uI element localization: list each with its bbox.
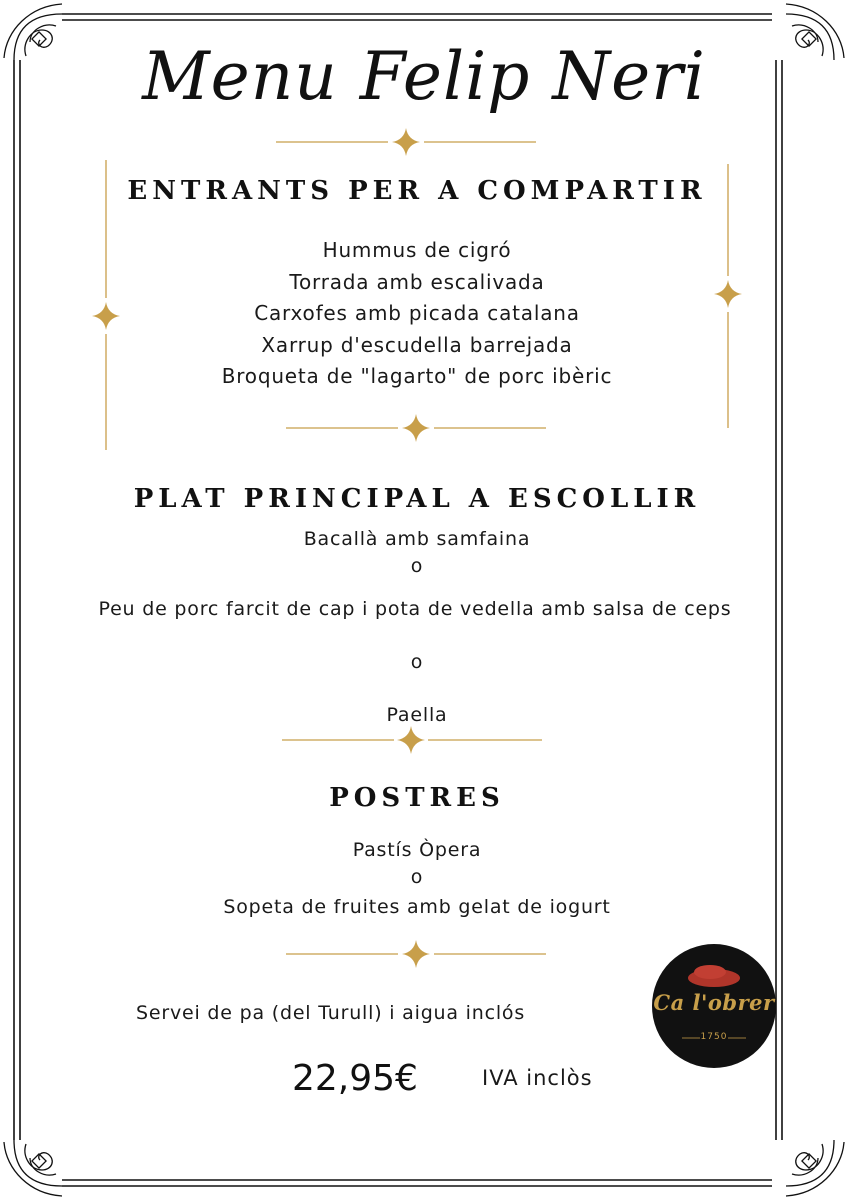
menu-item: Hummus de cigró: [322, 238, 512, 262]
section-heading-starters: ENTRANTS PER A COMPARTIR: [127, 176, 707, 206]
menu-title: Menu Felip Neri: [142, 38, 706, 115]
section-heading-desserts: POSTRES: [329, 783, 505, 813]
menu-item-separator: o: [410, 866, 424, 888]
menu-item: Broqueta de "lagarto" de porc ibèric: [221, 364, 613, 388]
menu-item: Pastís Òpera: [352, 839, 482, 861]
restaurant-logo: [652, 944, 776, 1068]
menu-item: Torrada amb escalivada: [289, 270, 545, 294]
tax-note: IVA inclòs: [482, 1066, 593, 1090]
logo-name: Ca l'obrer: [653, 990, 775, 1015]
menu-item-separator: o: [410, 555, 424, 577]
menu-item: Carxofes amb picada catalana: [254, 301, 580, 325]
menu-item: Xarrup d'escudella barrejada: [261, 333, 573, 357]
section-heading-mains: PLAT PRINCIPAL A ESCOLLIR: [133, 484, 701, 514]
menu-item: Bacallà amb samfaina: [303, 528, 531, 550]
logo-year: 1750: [700, 1032, 728, 1042]
menu-item: Peu de porc farcit de cap i pota de vedella amb salsa de ceps: [98, 598, 732, 620]
corner-ornament-icon: [4, 1140, 62, 1196]
menu-price: 22,95€: [292, 1058, 418, 1099]
service-note: Servei de pa (del Turull) i aigua inclós: [136, 1002, 526, 1024]
menu-item: Sopeta de fruites amb gelat de iogurt: [223, 896, 611, 918]
menu-item-separator: o: [410, 651, 424, 673]
corner-ornament-icon: [786, 1140, 844, 1196]
menu-item: Paella: [386, 704, 448, 726]
